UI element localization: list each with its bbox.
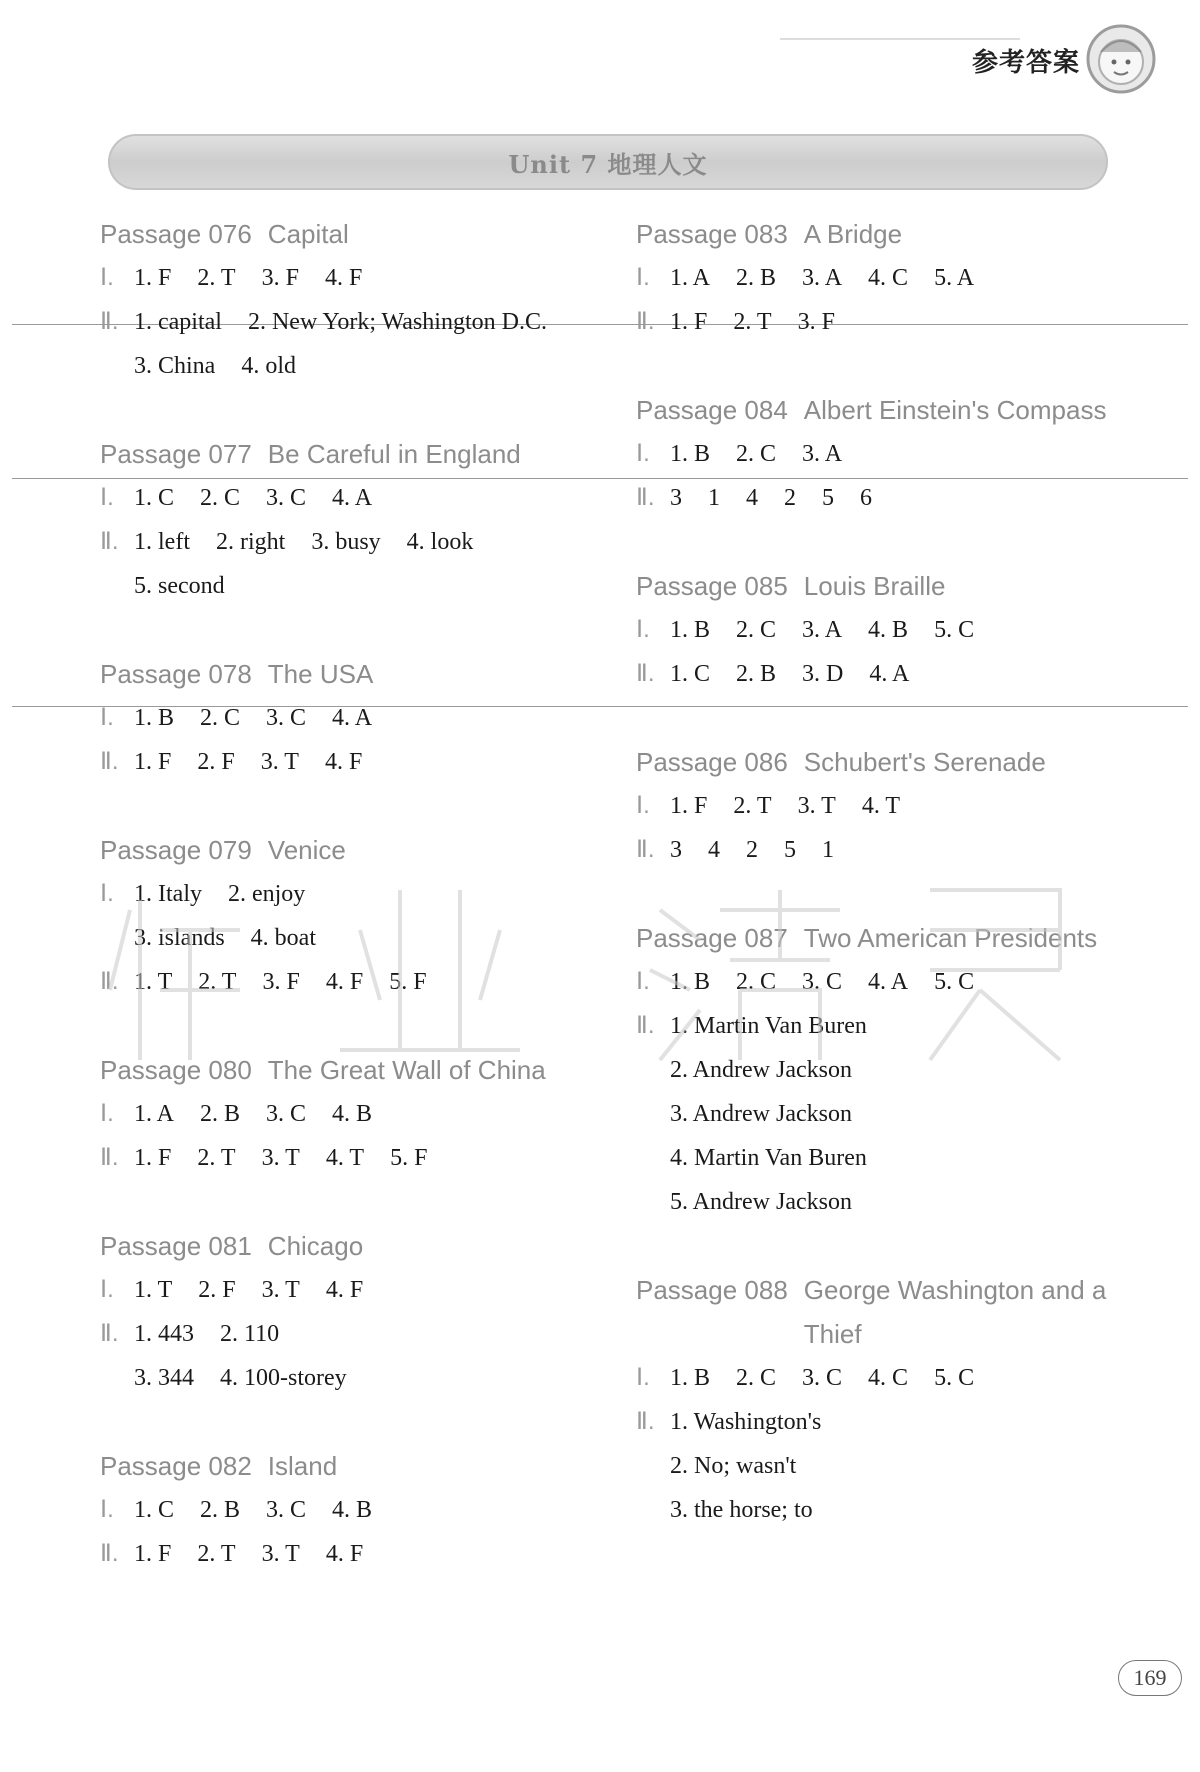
passage-block (100, 652, 620, 784)
passage-name: The Great Wall of China (267, 1055, 546, 1085)
answer-item: 2 (746, 837, 758, 863)
answer-item: 4. B (332, 1101, 373, 1127)
answer-item: 2. T (197, 1145, 236, 1171)
answer-item: 3. the horse; to (670, 1497, 813, 1523)
answer-item: 3. T (261, 1277, 300, 1303)
answer-row (100, 520, 620, 564)
passage-title (636, 388, 1156, 432)
section-numeral: Ⅰ. (636, 264, 650, 291)
answer-item: 2. 110 (220, 1321, 280, 1347)
passage-title (100, 1444, 620, 1488)
answer-item: 2. C (736, 1365, 777, 1391)
answer-item: 2. T (197, 265, 236, 291)
answer-row (636, 1356, 1156, 1400)
answer-item: 5. F (390, 1145, 428, 1171)
answer-item: 1. left (134, 529, 190, 555)
passage-number: Passage 082 (100, 1451, 252, 1481)
answer-item: 2. C (736, 441, 777, 467)
section-numeral: Ⅰ. (636, 968, 650, 995)
answer-row (100, 1488, 620, 1532)
answer-item: 3. Andrew Jackson (670, 1101, 852, 1127)
answer-item: 4. B (868, 617, 909, 643)
answer-item: 5. Andrew Jackson (670, 1189, 852, 1215)
answer-item: 1. Washington's (670, 1409, 822, 1435)
section-numeral: Ⅰ. (100, 704, 114, 731)
answer-row (100, 344, 620, 388)
section-numeral: Ⅰ. (636, 792, 650, 819)
passage-block (100, 828, 620, 1004)
section-numeral: Ⅱ. (636, 1408, 655, 1435)
passage-name: Two American Presidents (803, 923, 1098, 953)
answer-item: 3 (670, 837, 682, 863)
passage-title (100, 1224, 620, 1268)
answer-item: 3. A (802, 617, 843, 643)
answer-item: 5. A (934, 265, 975, 291)
answer-item: 4 (708, 837, 720, 863)
answer-item: 5. C (934, 1365, 975, 1391)
answer-row (636, 432, 1156, 476)
answer-item: 2. F (198, 1277, 236, 1303)
answer-item: 4. T (861, 793, 901, 819)
answer-row (636, 300, 1156, 344)
answer-item: 1 (708, 485, 720, 511)
answer-item: 2. B (200, 1101, 241, 1127)
answer-item: 3. C (266, 1101, 307, 1127)
answer-row (100, 1532, 620, 1576)
passage-block (100, 1444, 620, 1576)
left-column (100, 212, 620, 1620)
answer-item: 5 (822, 485, 834, 511)
answer-row (100, 740, 620, 784)
answer-item: 1. B (670, 617, 711, 643)
answer-row (636, 1488, 1156, 1532)
answer-item: 4. B (332, 1497, 373, 1523)
passage-number: Passage 079 (100, 835, 252, 865)
answer-row (100, 1356, 620, 1400)
answer-item: 3 (670, 485, 682, 511)
passage-name: The USA (267, 659, 374, 689)
answer-row (100, 1312, 620, 1356)
passage-title (636, 212, 1156, 256)
answer-row (636, 1048, 1156, 1092)
passage-name: Albert Einstein's Compass (803, 395, 1107, 425)
answer-item: 2. No; wasn't (670, 1453, 797, 1479)
section-numeral: Ⅰ. (636, 1364, 650, 1391)
answer-item: 3. T (260, 749, 299, 775)
answer-row (100, 1136, 620, 1180)
passage-number: Passage 086 (636, 747, 788, 777)
passage-title (636, 1268, 1156, 1356)
answer-item: 4. A (868, 969, 909, 995)
passage-block (636, 1268, 1156, 1532)
passage-name: Schubert's Serenade (803, 747, 1046, 777)
answer-item: 1. B (134, 705, 175, 731)
passage-number: Passage 084 (636, 395, 788, 425)
section-numeral: Ⅰ. (636, 440, 650, 467)
answer-row (636, 960, 1156, 1004)
answer-item: 1. T (134, 1277, 173, 1303)
answer-item: 4. old (241, 353, 296, 379)
passage-title (100, 432, 620, 476)
answer-item: 3. F (261, 265, 299, 291)
answer-row (100, 256, 620, 300)
answer-item: 2. C (736, 969, 777, 995)
answer-item: 3. China (134, 353, 216, 379)
passage-block (636, 564, 1156, 696)
faint-header-text (780, 14, 1020, 40)
passage-name: Venice (267, 835, 346, 865)
answer-item: 4. look (406, 529, 474, 555)
answer-row (100, 1268, 620, 1312)
passage-number: Passage 085 (636, 571, 788, 601)
answer-item: 1. B (670, 1365, 711, 1391)
passage-number: Passage 078 (100, 659, 252, 689)
answer-item: 3. C (802, 969, 843, 995)
passage-block (636, 388, 1156, 520)
answer-item: 1. F (670, 309, 708, 335)
answer-item: 1. A (670, 265, 711, 291)
answer-item: 2. B (736, 661, 777, 687)
passage-title (636, 916, 1156, 960)
section-numeral: Ⅱ. (636, 836, 655, 863)
section-numeral: Ⅰ. (100, 880, 114, 907)
answer-item: 3. busy (311, 529, 381, 555)
answer-item: 4. C (868, 265, 909, 291)
section-numeral: Ⅱ. (100, 1144, 119, 1171)
answer-item: 2. B (200, 1497, 241, 1523)
answer-row (636, 828, 1156, 872)
answer-item: 2. enjoy (227, 881, 306, 907)
unit-title: Unit 7 地理人文 (508, 149, 708, 179)
answer-item: 1. F (134, 265, 172, 291)
section-numeral: Ⅰ. (100, 264, 114, 291)
answer-item: 4. T (325, 1145, 365, 1171)
answer-item: 3. T (797, 793, 836, 819)
answer-item: 4. boat (250, 925, 316, 951)
passage-name: Chicago (267, 1231, 364, 1261)
passage-title (100, 828, 620, 872)
answer-item: 1. F (134, 749, 172, 775)
answer-item: 1. A (134, 1101, 175, 1127)
answer-row (100, 696, 620, 740)
answer-item: 1. C (134, 485, 175, 511)
answer-item: 3. T (261, 1145, 300, 1171)
passage-title (100, 1048, 620, 1092)
section-numeral: Ⅰ. (636, 616, 650, 643)
passage-name: Island (267, 1451, 338, 1481)
passage-number: Passage 077 (100, 439, 252, 469)
answer-item: 2. B (736, 265, 777, 291)
answer-row (100, 960, 620, 1004)
answer-item: 3. 344 (134, 1365, 194, 1391)
passage-number: Passage 081 (100, 1231, 252, 1261)
answer-row (636, 1004, 1156, 1048)
passage-number: Passage 087 (636, 923, 788, 953)
section-numeral: Ⅰ. (100, 1496, 114, 1523)
answer-item: 3. T (261, 1541, 300, 1567)
answer-item: 4. F (324, 265, 363, 291)
answer-item: 2. T (197, 1541, 236, 1567)
answer-item: 5. F (389, 969, 427, 995)
section-numeral: Ⅰ. (100, 1100, 114, 1127)
answer-item: 2. T (198, 969, 237, 995)
section-numeral: Ⅱ. (100, 1320, 119, 1347)
passage-block (636, 916, 1156, 1224)
section-numeral: Ⅱ. (100, 748, 119, 775)
answer-item: 3. D (802, 661, 844, 687)
answer-item: 3. C (266, 1497, 307, 1523)
answer-row (636, 1092, 1156, 1136)
section-numeral: Ⅱ. (636, 308, 655, 335)
answer-item: 5 (784, 837, 796, 863)
answer-item: 3. islands (134, 925, 225, 951)
answer-row (100, 1092, 620, 1136)
answer-row (636, 608, 1156, 652)
section-numeral: Ⅰ. (100, 484, 114, 511)
section-numeral: Ⅱ. (636, 484, 655, 511)
passage-block (636, 740, 1156, 872)
passage-name: A Bridge (803, 219, 903, 249)
answer-item: 1. F (670, 793, 708, 819)
right-column (636, 212, 1156, 1576)
answer-item: 5. C (934, 617, 975, 643)
answer-item: 1. F (134, 1541, 172, 1567)
passage-number: Passage 083 (636, 219, 788, 249)
answer-item: 1. B (670, 969, 711, 995)
answer-item: 1. Italy (134, 881, 202, 907)
passage-title (100, 212, 620, 256)
answer-item: 2. New York; Washington D.C. (247, 309, 547, 335)
answer-item: 2. C (200, 485, 241, 511)
passage-block (100, 1048, 620, 1180)
section-numeral: Ⅱ. (100, 1540, 119, 1567)
answer-item: 2. right (215, 529, 286, 555)
answer-item: 4. A (869, 661, 910, 687)
answer-row (636, 652, 1156, 696)
answer-item: 4. 100-storey (220, 1365, 347, 1391)
answer-item: 5. C (934, 969, 975, 995)
answer-item: 3. F (797, 309, 835, 335)
answer-item: 5. second (134, 573, 225, 599)
answer-row (100, 872, 620, 916)
answer-row (636, 1400, 1156, 1444)
answer-item: 3. A (802, 441, 843, 467)
passage-number: Passage 088 (636, 1275, 788, 1305)
passage-name: Capital (267, 219, 349, 249)
answer-item: 2. C (200, 705, 241, 731)
passage-block (100, 1224, 620, 1400)
answer-row (100, 564, 620, 608)
answer-item: 2. Andrew Jackson (670, 1057, 852, 1083)
answer-row (636, 256, 1156, 300)
answer-item: 2. C (736, 617, 777, 643)
passage-title (636, 740, 1156, 784)
answer-item: 4. F (325, 1277, 364, 1303)
mascot-icon (1084, 22, 1158, 96)
answer-item: 1 (822, 837, 834, 863)
answer-item: 2. F (197, 749, 235, 775)
passage-name: George Washington and a Thief (803, 1275, 1107, 1349)
section-numeral: Ⅱ. (100, 528, 119, 555)
section-numeral: Ⅰ. (100, 1276, 114, 1303)
answer-item: 4. F (325, 1541, 364, 1567)
answer-item: 6 (860, 485, 872, 511)
answer-item: 4. A (332, 485, 373, 511)
answer-row (100, 916, 620, 960)
answer-item: 1. C (670, 661, 711, 687)
answer-row (100, 300, 620, 344)
passage-block (636, 212, 1156, 344)
answer-item: 3. C (802, 1365, 843, 1391)
section-numeral: Ⅱ. (636, 660, 655, 687)
section-numeral: Ⅱ. (100, 308, 119, 335)
unit-banner (108, 134, 1108, 190)
answer-item: 2. T (733, 309, 772, 335)
answer-item: 3. C (266, 485, 307, 511)
passage-block (100, 432, 620, 608)
answer-row (636, 476, 1156, 520)
answer-row (636, 1136, 1156, 1180)
answer-item: 3. C (266, 705, 307, 731)
section-numeral: Ⅱ. (636, 1012, 655, 1039)
passage-number: Passage 076 (100, 219, 252, 249)
answer-item: 1. B (670, 441, 711, 467)
passage-name: Louis Braille (803, 571, 946, 601)
answer-item: 1. Martin Van Buren (670, 1013, 867, 1039)
answer-item: 4. C (868, 1365, 909, 1391)
answer-item: 4. F (324, 749, 363, 775)
section-numeral: Ⅱ. (100, 968, 119, 995)
answer-row (636, 784, 1156, 828)
passage-number: Passage 080 (100, 1055, 252, 1085)
answer-item: 1. C (134, 1497, 175, 1523)
passage-name: Be Careful in England (267, 439, 521, 469)
answer-item: 1. 443 (134, 1321, 194, 1347)
answer-row (636, 1444, 1156, 1488)
answer-item: 3. F (262, 969, 300, 995)
answer-item: 3. A (802, 265, 843, 291)
passage-title (636, 564, 1156, 608)
header-label: 参考答案 (971, 48, 1080, 78)
passage-block (100, 212, 620, 388)
answer-row (636, 1180, 1156, 1224)
answer-item: 2 (784, 485, 796, 511)
answer-item: 4 (746, 485, 758, 511)
answer-item: 1. F (134, 1145, 172, 1171)
answer-item: 1. T (134, 969, 173, 995)
answer-item: 4. F (325, 969, 364, 995)
passage-title (100, 652, 620, 696)
answer-row (100, 476, 620, 520)
answer-item: 4. A (332, 705, 373, 731)
answer-item: 4. Martin Van Buren (670, 1145, 867, 1171)
answer-item: 2. T (733, 793, 772, 819)
page-number: 169 (1118, 1660, 1182, 1696)
answer-item: 1. capital (134, 309, 222, 335)
